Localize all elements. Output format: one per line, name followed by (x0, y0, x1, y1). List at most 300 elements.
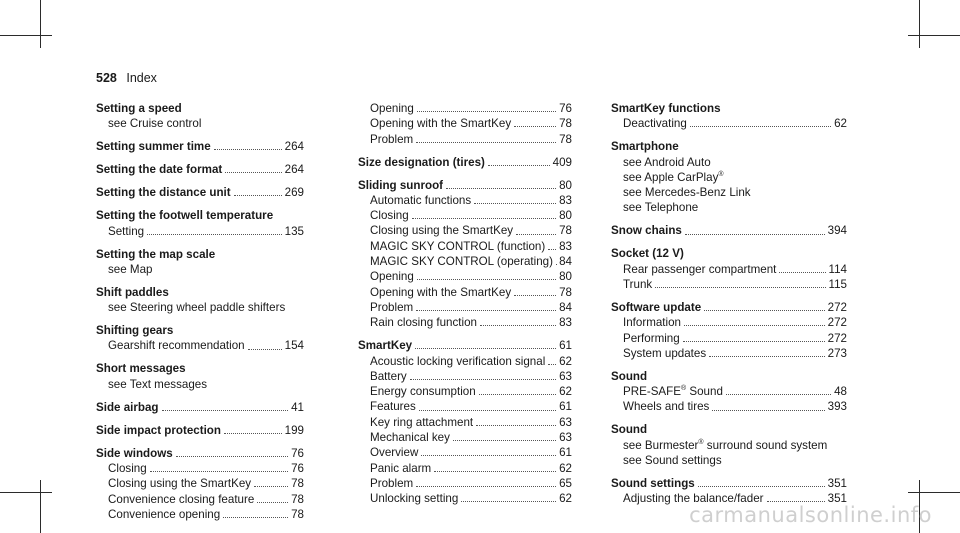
dot-leader (223, 517, 288, 518)
entry-label: Closing using the SmartKey (370, 224, 514, 238)
index-subentry (358, 269, 572, 284)
entry-text (96, 323, 173, 338)
index-entry (96, 101, 304, 132)
page-reference: 83 (559, 316, 572, 330)
entry-text (358, 338, 412, 353)
dot-leader (234, 195, 282, 196)
index-entry (611, 101, 847, 132)
index-term (611, 300, 847, 315)
index-reference (611, 438, 847, 453)
index-subentry (611, 346, 847, 361)
entry-label: Convenience closing feature (108, 492, 255, 506)
crop-mark (40, 0, 41, 48)
entry-text (623, 155, 711, 170)
index-reference (611, 185, 847, 200)
page-reference: 61 (559, 400, 572, 414)
dot-leader (655, 287, 825, 288)
index-entry (96, 139, 304, 154)
entry-text (623, 331, 680, 346)
entry-label: Key ring attachment (370, 415, 474, 429)
index-subentry (611, 384, 847, 399)
index-term (358, 155, 572, 170)
entry-label-continued: Sound (686, 385, 723, 399)
page-reference: 48 (834, 385, 847, 399)
dot-leader (514, 295, 556, 296)
index-subentry (358, 445, 572, 460)
index-reference (96, 300, 304, 315)
entry-label: Panic alarm (370, 461, 432, 475)
watermark: carmanualsonline.info (689, 503, 932, 527)
dot-leader (683, 341, 825, 342)
index-entry (358, 155, 572, 170)
entry-label: Shifting gears (96, 324, 174, 338)
entry-label: Setting summer time (96, 140, 211, 154)
index-subentry (611, 262, 847, 277)
index-subentry (611, 315, 847, 330)
crop-mark (908, 492, 960, 493)
dot-leader (150, 471, 288, 472)
index-term (96, 101, 304, 116)
entry-text (611, 300, 701, 315)
index-subentry (358, 101, 572, 116)
dot-leader (453, 440, 556, 441)
page-number: 528 (96, 71, 117, 85)
entry-label: see Cruise control (108, 117, 202, 131)
page-reference: 272 (827, 301, 847, 315)
dot-leader (412, 218, 556, 219)
entry-label: Sliding sunroof (358, 178, 444, 192)
index-term (96, 162, 304, 177)
entry-label: SmartKey (358, 339, 413, 353)
dot-leader (417, 111, 556, 112)
page-reference: 62 (834, 117, 847, 131)
entry-label: Setting a speed (96, 102, 182, 115)
index-subentry (96, 224, 304, 239)
index-entry (96, 208, 304, 239)
index-term (96, 423, 304, 438)
page-reference: 78 (559, 132, 572, 146)
index-term (96, 139, 304, 154)
index-reference (611, 453, 847, 468)
index-entry (358, 338, 572, 506)
entry-text (370, 399, 416, 414)
dot-leader (416, 310, 556, 311)
index-subentry (358, 239, 572, 254)
entry-text (358, 155, 485, 170)
entry-label: MAGIC SKY CONTROL (function) (370, 239, 546, 253)
index-subentry (96, 461, 304, 476)
index-subentry (358, 223, 572, 238)
entry-text (623, 399, 709, 414)
entry-text (611, 223, 682, 238)
page-reference: 78 (559, 285, 572, 299)
entry-label: Problem (370, 132, 414, 146)
index-subentry (611, 116, 847, 131)
entry-label: Software update (611, 301, 702, 315)
page-reference: 83 (559, 193, 572, 207)
page-reference: 78 (291, 477, 304, 491)
dot-leader (416, 142, 556, 143)
index-subentry (358, 461, 572, 476)
dot-leader (257, 502, 288, 503)
entry-label: Problem (370, 476, 414, 490)
entry-label: see Sound settings (623, 454, 722, 468)
entry-label: Gearshift recommendation (108, 339, 245, 353)
dot-leader (474, 203, 556, 204)
page-reference: 394 (827, 224, 847, 238)
page-reference: 62 (559, 385, 572, 399)
page-reference: 264 (284, 140, 304, 154)
index-term (611, 422, 847, 437)
entry-label: Size designation (tires) (358, 155, 485, 169)
crop-mark (0, 492, 52, 493)
entry-text (370, 445, 418, 460)
entry-text (108, 507, 220, 522)
dot-leader (685, 234, 825, 235)
entry-label: Snow chains (611, 224, 682, 238)
entry-label: Rain closing function (370, 316, 477, 330)
page-reference: 63 (559, 431, 572, 444)
entry-label: Opening with the SmartKey (370, 117, 512, 131)
entry-label: Acoustic locking verification signal (370, 354, 546, 368)
entry-text (370, 193, 471, 208)
dot-leader (416, 486, 556, 487)
index-term (611, 476, 847, 491)
dot-leader (488, 165, 550, 166)
page-reference: 351 (827, 477, 847, 491)
entry-text (370, 369, 407, 384)
entry-text (108, 492, 254, 507)
entry-label: Automatic functions (370, 193, 472, 207)
dot-leader (214, 149, 282, 150)
index-subentry (358, 491, 572, 506)
index-subentry (358, 430, 572, 445)
entry-label: Energy consumption (370, 385, 476, 399)
entry-text (96, 139, 211, 154)
entry-label: Setting the date format (96, 163, 223, 177)
index-entry (96, 285, 304, 316)
dot-leader (176, 456, 288, 457)
index-term (611, 246, 847, 261)
page-reference: 62 (559, 354, 572, 368)
entry-label: see Android Auto (623, 155, 711, 169)
dot-leader (684, 325, 825, 326)
index-subentry (358, 399, 572, 414)
dot-leader (162, 410, 289, 411)
entry-label: Sound settings (611, 477, 695, 491)
entry-text (370, 415, 473, 430)
entry-text (96, 361, 186, 376)
entry-label: Opening with the SmartKey (370, 285, 512, 299)
entry-text (96, 285, 169, 300)
entry-label: Information (623, 316, 681, 330)
dot-leader (516, 234, 556, 235)
entry-label: Shift paddles (96, 285, 169, 299)
dot-leader (548, 249, 556, 250)
entry-label-continued: surround sound system (703, 438, 828, 452)
index-entry (96, 400, 304, 415)
entry-text (108, 338, 245, 353)
entry-text (370, 254, 553, 269)
entry-label: Adjusting the balance/fader (623, 492, 764, 506)
entry-label: Overview (370, 446, 419, 460)
crop-mark (40, 480, 41, 533)
index-reference (611, 200, 847, 215)
index-entry (611, 139, 847, 215)
index-term (96, 361, 304, 376)
index-reference (96, 116, 304, 131)
index-subentry (358, 132, 572, 147)
dot-leader (225, 172, 281, 173)
index-subentry (358, 354, 572, 369)
page-reference: 393 (827, 400, 847, 414)
page-reference: 41 (291, 400, 304, 414)
entry-label: Short messages (96, 362, 186, 376)
dot-leader (417, 279, 556, 280)
entry-label: see Telephone (623, 201, 699, 215)
dot-leader (415, 348, 556, 349)
page-reference: 272 (827, 331, 847, 345)
index-term (96, 285, 304, 300)
index-entry (611, 246, 847, 292)
dot-leader (476, 425, 556, 426)
index-term (96, 446, 304, 461)
entry-label: Deactivating (623, 117, 687, 131)
index-reference (611, 155, 847, 170)
index-subentry (358, 193, 572, 208)
entry-text (611, 476, 695, 491)
entry-text (623, 453, 722, 468)
page-reference: 76 (559, 102, 572, 115)
page-reference: 114 (828, 262, 847, 276)
entry-label: Features (370, 400, 416, 414)
entry-label: Socket (12 V) (611, 247, 684, 261)
entry-text (623, 315, 681, 330)
dot-leader (419, 410, 556, 411)
page-reference: 62 (559, 492, 572, 506)
entry-label: Setting the map scale (96, 247, 216, 261)
index-subentry (358, 476, 572, 491)
index-subentry (358, 285, 572, 300)
page-reference: 65 (559, 476, 572, 490)
entry-text (370, 430, 450, 445)
page-reference: 272 (827, 316, 847, 330)
page-reference: 76 (291, 446, 304, 460)
registered-mark: ® (718, 171, 724, 179)
page-reference: 84 (559, 255, 572, 269)
index-entry (96, 361, 304, 392)
index-subentry (358, 208, 572, 223)
page-reference: 62 (559, 461, 572, 475)
entry-label: MAGIC SKY CONTROL (operating) (370, 255, 553, 269)
entry-label: Sound (611, 423, 648, 437)
entry-label: see Text messages (108, 377, 208, 391)
index-column-2 (358, 101, 572, 506)
entry-text (108, 476, 251, 491)
page-reference: 78 (291, 492, 304, 506)
entry-label: Problem (370, 300, 414, 314)
entry-text (370, 300, 413, 315)
page-reference: 115 (828, 278, 847, 292)
index-entry (358, 178, 572, 331)
entry-text (623, 438, 827, 453)
page-reference: 80 (559, 178, 572, 192)
entry-text (96, 162, 222, 177)
entry-text (108, 224, 144, 239)
index-entry (96, 185, 304, 200)
entry-text (108, 300, 285, 315)
dot-leader (147, 234, 282, 235)
dot-leader (779, 272, 825, 273)
entry-label: Opening (370, 270, 414, 284)
index-reference (96, 377, 304, 392)
index-entry (96, 162, 304, 177)
crop-mark (919, 0, 920, 48)
entry-label: Closing (108, 461, 147, 475)
dot-leader (410, 379, 556, 380)
entry-label: Setting the footwell temperature (96, 209, 274, 223)
index-entry (611, 223, 847, 238)
entry-label: Sound (611, 369, 648, 383)
entry-label: Battery (370, 369, 407, 383)
entry-text (623, 185, 751, 200)
entry-text (370, 208, 409, 223)
entry-label: Setting (108, 224, 145, 238)
index-term (96, 323, 304, 338)
entry-text (623, 262, 776, 277)
entry-label: Setting the distance unit (96, 186, 231, 200)
entry-label: System updates (623, 346, 707, 360)
index-entry (611, 369, 847, 415)
page-reference: 63 (559, 369, 572, 383)
entry-text (96, 423, 221, 438)
entry-label: see Apple CarPlay (623, 170, 719, 184)
index-subentry (611, 277, 847, 292)
page-reference: 78 (559, 117, 572, 131)
index-term (358, 178, 572, 193)
index-subentry (358, 254, 572, 269)
page-reference: 199 (284, 423, 304, 437)
entry-label: see Mercedes-Benz Link (623, 186, 751, 200)
entry-text (96, 247, 215, 262)
page-reference: 63 (559, 415, 572, 429)
index-entry (611, 300, 847, 361)
page-reference: 154 (284, 339, 304, 353)
dot-leader (709, 356, 825, 357)
entry-text (370, 354, 545, 369)
index-subentry (358, 415, 572, 430)
entry-text (370, 476, 413, 491)
entry-text (623, 170, 724, 185)
page-reference: 409 (552, 155, 572, 169)
index-subentry (611, 331, 847, 346)
entry-label: Side windows (96, 446, 173, 460)
dot-leader (421, 455, 556, 456)
dot-leader (254, 486, 288, 487)
dot-leader (548, 364, 556, 365)
entry-text (623, 384, 723, 399)
page-header (96, 71, 157, 85)
page-reference: 61 (559, 446, 572, 460)
dot-leader (480, 325, 556, 326)
entry-text (370, 116, 511, 131)
entry-text (370, 461, 431, 476)
page-reference: 78 (559, 224, 572, 238)
entry-text (370, 223, 513, 238)
index-entry (611, 422, 847, 468)
entry-label: Mechanical key (370, 431, 450, 444)
index-entry (96, 446, 304, 522)
entry-text (96, 101, 182, 116)
entry-text (370, 101, 414, 116)
entry-text (370, 239, 545, 254)
entry-label: Trunk (623, 278, 653, 292)
dot-leader (248, 349, 282, 350)
page-reference: 78 (291, 507, 304, 521)
dot-leader (434, 471, 556, 472)
dot-leader (514, 126, 556, 127)
entry-text (370, 491, 458, 506)
dot-leader (224, 433, 282, 434)
index-term (611, 223, 847, 238)
index-column-1 (96, 101, 304, 522)
entry-text (108, 116, 201, 131)
index-term (96, 185, 304, 200)
index-subentry (358, 384, 572, 399)
dot-leader (461, 501, 556, 502)
index-subentry (611, 399, 847, 414)
entry-label: Rear passenger compartment (623, 262, 777, 276)
entry-label: Unlocking setting (370, 492, 459, 506)
index-subentry (358, 116, 572, 131)
index-term (96, 400, 304, 415)
page-reference: 80 (559, 209, 572, 223)
index-term (96, 247, 304, 262)
dot-leader (446, 188, 556, 189)
page-reference: 84 (559, 300, 572, 314)
entry-text (611, 369, 647, 384)
page-reference: 83 (559, 239, 572, 253)
entry-text (623, 200, 698, 215)
index-reference (96, 262, 304, 277)
entry-label: Side airbag (96, 400, 159, 414)
index-subentry (96, 338, 304, 353)
entry-text (108, 262, 152, 277)
index-term (611, 139, 847, 154)
entry-text (611, 422, 647, 437)
entry-label: Performing (623, 331, 680, 345)
entry-label: Convenience opening (108, 507, 221, 521)
page-reference: 76 (291, 461, 304, 475)
entry-label: Wheels and tires (623, 400, 710, 414)
entry-text (108, 461, 147, 476)
entry-label: Closing (370, 209, 409, 223)
dot-leader (479, 394, 556, 395)
index-subentry (358, 300, 572, 315)
index-term (358, 338, 572, 353)
page-reference: 269 (284, 186, 304, 200)
index-subentry (96, 492, 304, 507)
entry-label: Closing using the SmartKey (108, 477, 252, 491)
entry-label: PRE-SAFE (623, 385, 681, 399)
index-subentry (358, 369, 572, 384)
index-term (611, 101, 847, 116)
entry-text (358, 178, 443, 193)
dot-leader (698, 486, 825, 487)
index-subentry (96, 507, 304, 522)
index-subentry (358, 315, 572, 330)
entry-text (611, 139, 679, 154)
